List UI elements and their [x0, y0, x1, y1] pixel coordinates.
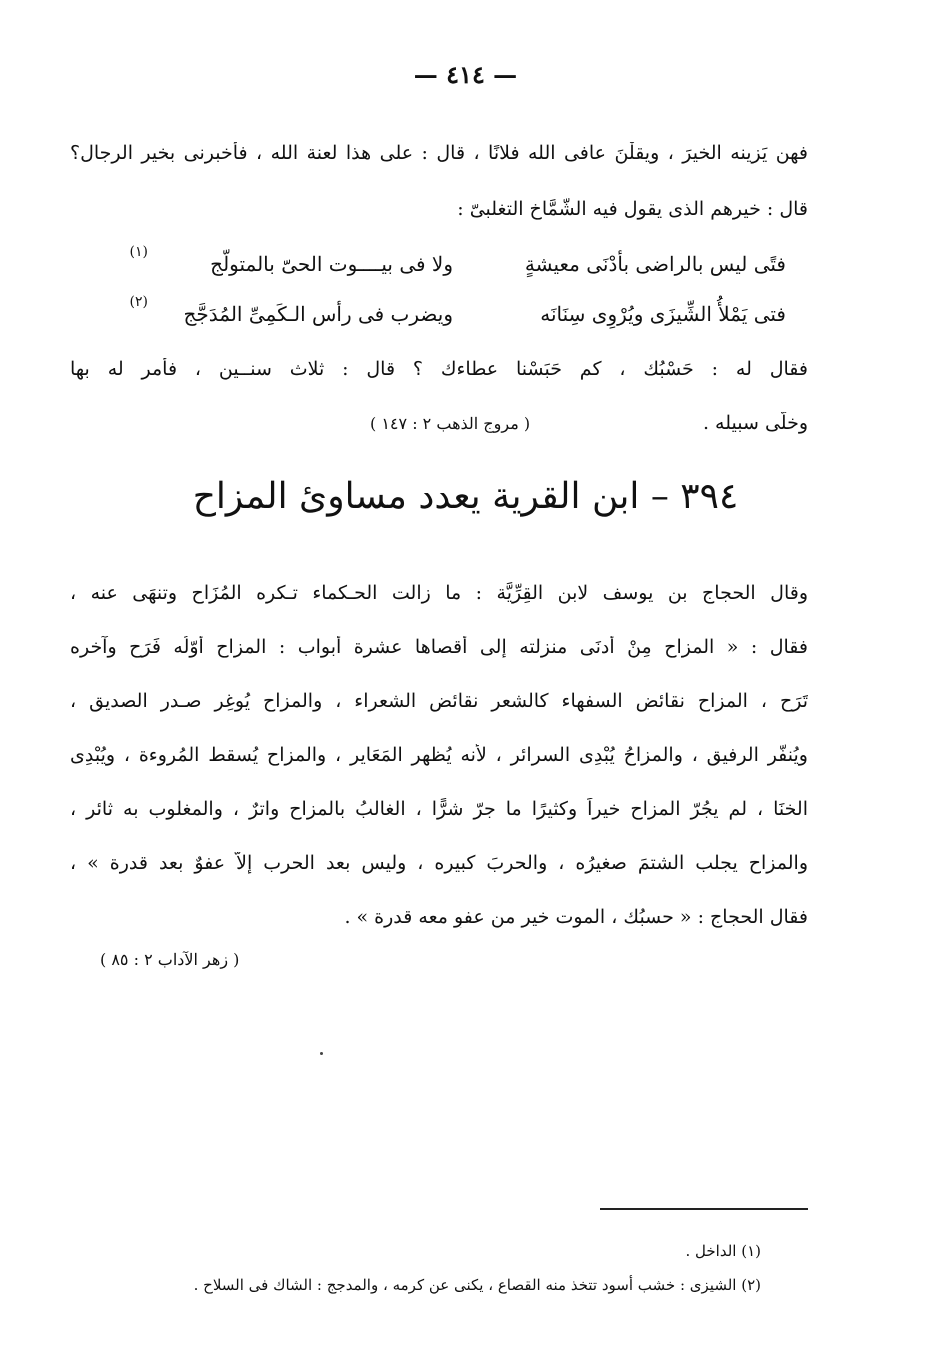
text-line: تَرَح ، المزاح نقائض السفهاء كالشعر نقائض الشعراء ، والمزاح يُوغِر صـدر الصديق ، — [70, 690, 808, 712]
verse-hemistich-first: فتًى ليس بالراضى بأدْنَى معيشةٍ — [524, 252, 786, 276]
text-line: فقال له : حَسْبُك ، كم حَبَسْنا عطاءك ؟ قال : ثلاث سنــين ، فأمر له بها — [70, 358, 808, 380]
source-citation: ( مروج الذهب ٢ : ١٤٧ ) — [370, 414, 531, 433]
page-number: — ٤١٤ — — [413, 60, 518, 89]
text-line: وقال الحجاج بن يوسف لابن القِرِّيَّة : ما زالت الحـكماء تـكره المُزَاح وتنهَى عنه ، — [70, 582, 808, 604]
source-citation: ( زهر الآداب ٢ : ٨٥ ) — [100, 950, 240, 969]
verse-hemistich-second: ولا فى بيــــوت الحىّ بالمتولّج — [210, 252, 453, 276]
footnote-marker: (١) — [129, 244, 148, 260]
footnote: (٢) الشيزى : خشب أسود تتخذ منه القصاع ، يكنى عن كرمه ، والمدجج : الشاك فى السلاح . — [193, 1276, 761, 1294]
footnote-marker: (٢) — [129, 294, 148, 310]
footnote-divider — [600, 1208, 808, 1210]
text-line: الخنَا ، لم يجُرّ المزاح خيراً وكثيرًا ما جرّ شرًّا ، الغالبُ بالمزاح واترٌ ، والمغلوب به ثائر ، — [70, 798, 808, 820]
text-line: قال : خيرهم الذى يقول فيه الشَّمَّاخ التغلبىّ : — [457, 198, 808, 220]
print-speck — [320, 1052, 323, 1055]
text-line: فهن يَزينه الخيرَ ، ويقلْنَ عافى الله فلانًا ، قال : على هذا لعنة الله ، فأخبرنى بخير الرجال؟ — [70, 142, 808, 164]
verse-hemistich-second: ويضرب فى رأس الـكَمِىِّ المُدَجَّج — [183, 302, 453, 326]
verse-hemistich-first: فتى يَمْلأُ الشِّيزَى ويُرْوِى سِنَانَه — [540, 302, 786, 326]
text-line: والمزاح يجلب الشتمَ صغيرُه ، والحربَ كبيره ، وليس بعد الحرب إلاّ عفوٌ بعد قدرة » ، — [70, 852, 808, 874]
section-title: ٣٩٤ – ابن القرية يعدد مساوئ المزاح — [192, 476, 739, 517]
text-line: فقال الحجاج : « حسبُك ، الموت خير من عفوٍ معه قدرة » . — [344, 906, 808, 928]
text-line: فقال : « المزاح مِنْ أدنَى منزلته إلى أقصاها عشرة أبواب : المزاح أوّلُه فَرَح وآخره — [70, 636, 808, 658]
text-line: ويُنفّر الرفيق ، والمزاحُ يُبْدِى السرائر ، لأنه يُظهر المَعَاير ، والمزاح يُسقط المُروءة ، ويُبْدِى — [70, 744, 808, 766]
footnote: (١) الداخل . — [685, 1242, 761, 1260]
text-line: وخلّى سبيله . — [702, 412, 808, 434]
